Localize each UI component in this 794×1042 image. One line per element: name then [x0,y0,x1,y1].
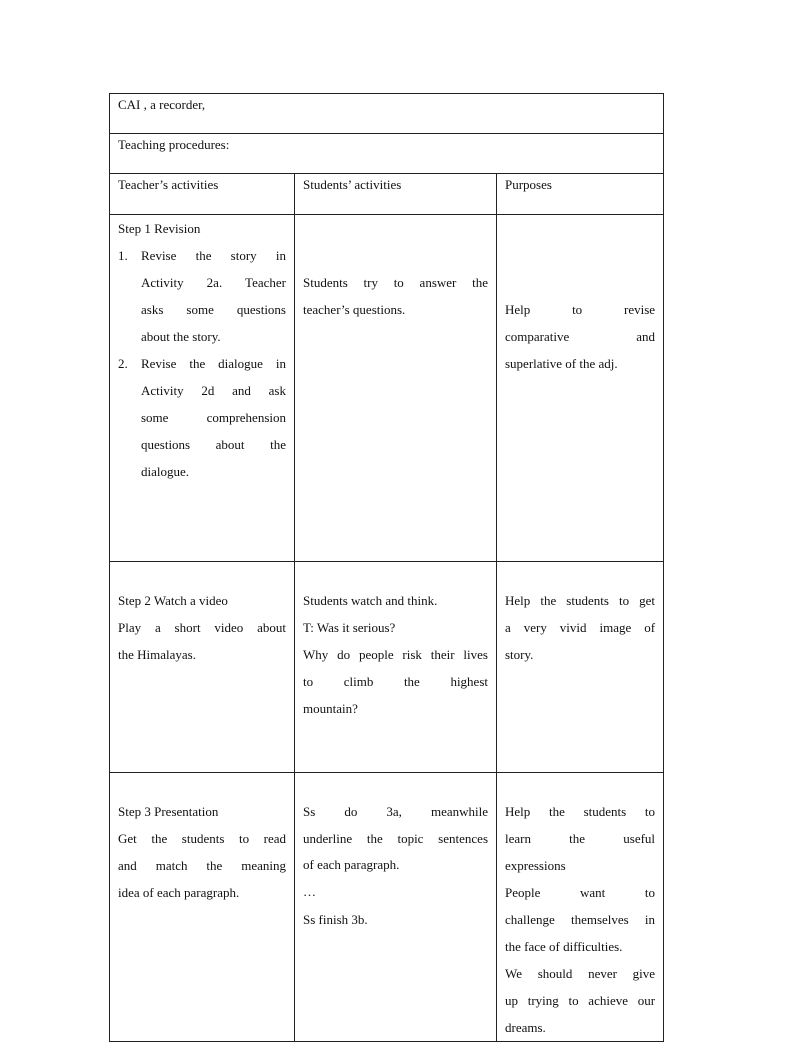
teaching-plan-table [109,93,664,1042]
line: Ss do 3a, meanwhile [303,804,488,819]
line: teacher’s questions. [303,302,406,317]
step2-students [295,562,497,773]
line: comparative and [505,329,656,344]
step3-teacher [110,773,295,1042]
line: Get the students to read [118,831,286,846]
header-row [110,174,664,215]
header-teacher: Teacher’s activities [110,174,295,215]
line: Play a short video about [118,620,286,635]
line: to climb the highest [303,674,488,689]
line: asks some questions [141,302,286,317]
line: of each paragraph. [303,857,400,872]
line: the face of difficulties. [505,939,623,954]
materials-row [110,94,664,134]
procedures-title: Teaching procedures: [110,134,664,174]
step3-purposes [497,773,664,1042]
line: Students watch and think. [303,593,438,608]
line: T: Was it serious? [303,620,396,635]
line: superlative of the adj. [505,356,618,371]
step2-purposes [497,562,664,773]
line: about the story. [141,329,221,344]
step1-students [295,215,497,562]
line: Step 2 Watch a video [118,593,228,608]
line: challenge themselves in [505,912,656,927]
line: a very vivid image of [505,620,656,635]
step1-item-1 [118,242,286,350]
step1-row [110,215,664,562]
list-number: 1. [118,248,128,263]
line: underline the topic sentences [303,831,488,846]
header-students: Students’ activities [295,174,497,215]
step3-students [295,773,497,1042]
step1-item-2 [118,350,286,485]
line: the Himalayas. [118,647,196,662]
step2-teacher [110,562,295,773]
line: People want to [505,885,656,900]
line: Help the students to [505,804,656,819]
line: story. [505,647,534,662]
step2-row [110,562,664,773]
line: Revise the dialogue in [141,356,286,371]
line: some comprehension [141,410,286,425]
step1-purposes [497,215,664,562]
list-number: 2. [118,356,128,371]
line: learn the useful [505,831,656,846]
step1-teacher [110,215,295,562]
step3-row [110,773,664,1042]
line: Ss finish 3b. [303,912,368,927]
line: idea of each paragraph. [118,885,240,900]
line: Revise the story in [141,248,286,263]
line: mountain? [303,701,358,716]
line: up trying to achieve our [505,993,656,1008]
line: questions about the [141,437,286,452]
step1-list [118,242,286,485]
line: Activity 2a. Teacher [141,275,286,290]
line: Activity 2d and ask [141,383,286,398]
line: expressions [505,858,566,873]
line: dialogue. [141,464,190,479]
line: and match the meaning [118,858,286,873]
line: Step 3 Presentation [118,804,219,819]
step1-title: Step 1 Revision [118,221,201,236]
header-purposes: Purposes [497,174,664,215]
line: Help to revise [505,302,656,317]
line: … [303,884,316,899]
procedures-row [110,134,664,174]
line: Why do people risk their lives [303,647,488,662]
line: dreams. [505,1020,546,1035]
line: Help the students to get [505,593,656,608]
line: Students try to answer the [303,275,488,290]
line: We should never give [505,966,656,981]
materials-cell: CAI , a recorder, [110,94,664,134]
